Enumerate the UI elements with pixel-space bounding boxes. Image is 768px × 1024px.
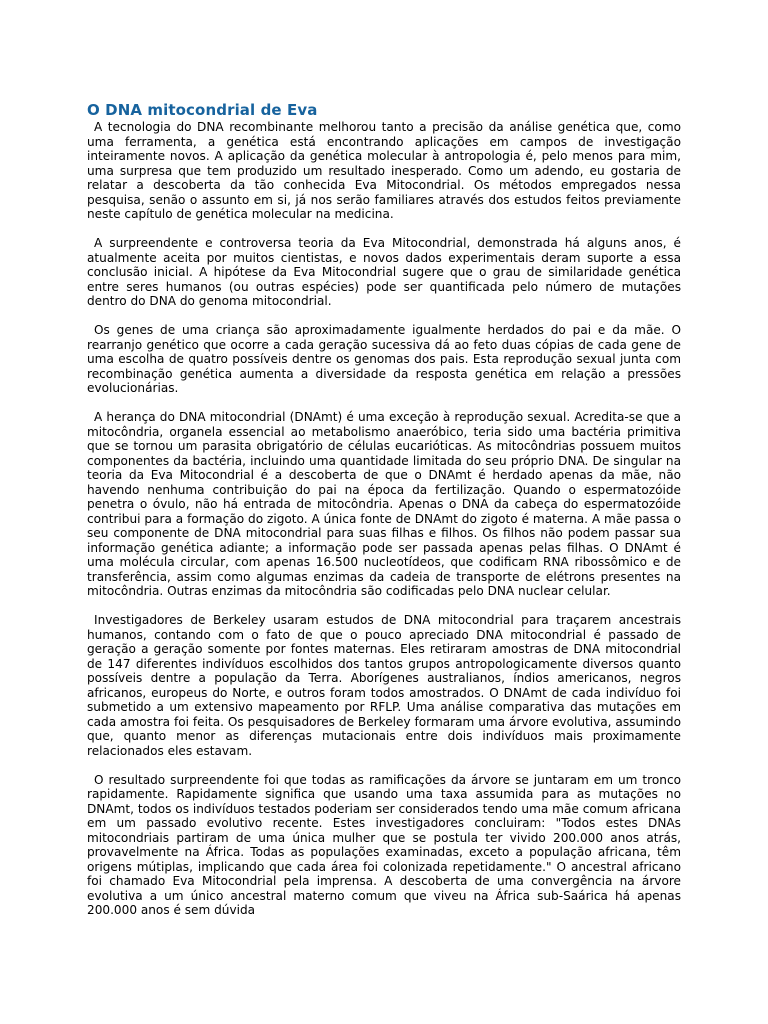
paragraph-3: Os genes de uma criança são aproximadamente igualmente herdados do pai e da mãe. O rearranjo genético que ocorre a cada geração sucessiva dá ao feto duas cópias de cada gene de uma escolha de quatro possíveis dentre os genomas dos pais. Esta reprodução sexual junta com recombinação genética aumenta a diversidade da resposta genética em relação a pressões evolucionárias. <box>87 323 681 395</box>
paragraph-4: A herança do DNA mitocondrial (DNAmt) é uma exceção à reprodução sexual. Acredita-se que a mitocôndria, organela essencial ao metabolismo anaeróbico, teria sido uma bactéria primitiva que se tornou um parasita obrigatório de células eucarióticas. As mitocôndrias possuem muitos componentes da bactéria, incluindo uma quantidade limitada do seu próprio DNA. De singular na teoria da Eva Mitocondrial é a descoberta de que o DNAmt é herdado apenas da mãe, não havendo nenhuma contribuição do pai na época da fertilização. Quando o espermatozóide penetra o óvulo, não há entrada de mitocôndria. Apenas o DNA da cabeça do espermatozóide contribui para a formação do zigoto. A única fonte de DNAmt do zigoto é materna. A mãe passa o seu componente de DNA mitocondrial para suas filhas e filhos. Os filhos não podem passar sua informação genética adiante; a informação pode ser passada apenas pelas filhas. O DNAmt é uma molécula circular, com apenas 16.500 nucleotídeos, que codificam RNA ribossômico e de transferência, assim como algumas enzimas da cadeia de transporte de elétrons presentes na mitocôndria. Outras enzimas da mitocôndria são codificadas pelo DNA nuclear celular. <box>87 410 681 598</box>
paragraph-1: A tecnologia do DNA recombinante melhorou tanto a precisão da análise genética que, como uma ferramenta, a genética está encontrando aplicações em campos de investigação inteiramente novos. A aplicação da genética molecular à antropologia é, pelo menos para mim, uma surpresa que tem produzido um resultado inesperado. Como um adendo, eu gostaria de relatar a descoberta da tão conhecida Eva Mitocondrial. Os métodos empregados nessa pesquisa, senão o assunto em si, já nos serão familiares através dos estudos feitos previamente neste capítulo de genética molecular na medicina. <box>87 120 681 221</box>
document-title: O DNA mitocondrial de Eva <box>87 101 318 119</box>
document-page <box>87 101 681 918</box>
paragraph-2: A surpreendente e controversa teoria da Eva Mitocondrial, demonstrada há alguns anos, é atualmente aceita por muitos cientistas, e novos dados experimentais deram suporte a essa conclusão inicial. A hipótese da Eva Mitocondrial sugere que o grau de similaridade genética entre seres humanos (ou outras espécies) pode ser quantificada pelo número de mutações dentro do DNA do genoma mitocondrial. <box>87 236 681 308</box>
paragraph-5: Investigadores de Berkeley usaram estudos de DNA mitocondrial para traçarem ancestrais humanos, contando com o fato de que o pouco apreciado DNA mitocondrial é passado de geração a geração somente por fontes maternas. Eles retiraram amostras de DNA mitocondrial de 147 diferentes indivíduos escolhidos dos tantos grupos antropologicamente diversos quanto possíveis dentre a população da Terra. Aborígenes australianos, índios americanos, negros africanos, europeus do Norte, e outros foram todos amostrados. O DNAmt de cada indivíduo foi submetido a um extensivo mapeamento por RFLP. Uma análise comparativa das mutações em cada amostra foi feita. Os pesquisadores de Berkeley formaram uma árvore evolutiva, assumindo que, quanto menor as diferenças mutacionais entre dois indivíduos mais proximamente relacionados eles estavam. <box>87 613 681 758</box>
paragraph-6: O resultado surpreendente foi que todas as ramificações da árvore se juntaram em um tronco rapidamente. Rapidamente significa que usando uma taxa assumida para as mutações no DNAmt, todos os indivíduos testados poderiam ser considerados tendo uma mãe comum africana em um passado evolutivo recente. Estes investigadores concluiram: "Todos estes DNAs mitocondriais partiram de uma única mulher que se postula ter vivido 200.000 anos atrás, provavelmente na África. Todas as populações examinadas, exceto a população africana, têm origens mútiplas, implicando que cada área foi colonizada repetidamente." O ancestral africano foi chamado Eva Mitocondrial pela imprensa. A descoberta de uma convergência na árvore evolutiva a um único ancestral materno comum que viveu na África sub-Saárica há apenas 200.000 anos é sem dúvida <box>87 772 681 917</box>
